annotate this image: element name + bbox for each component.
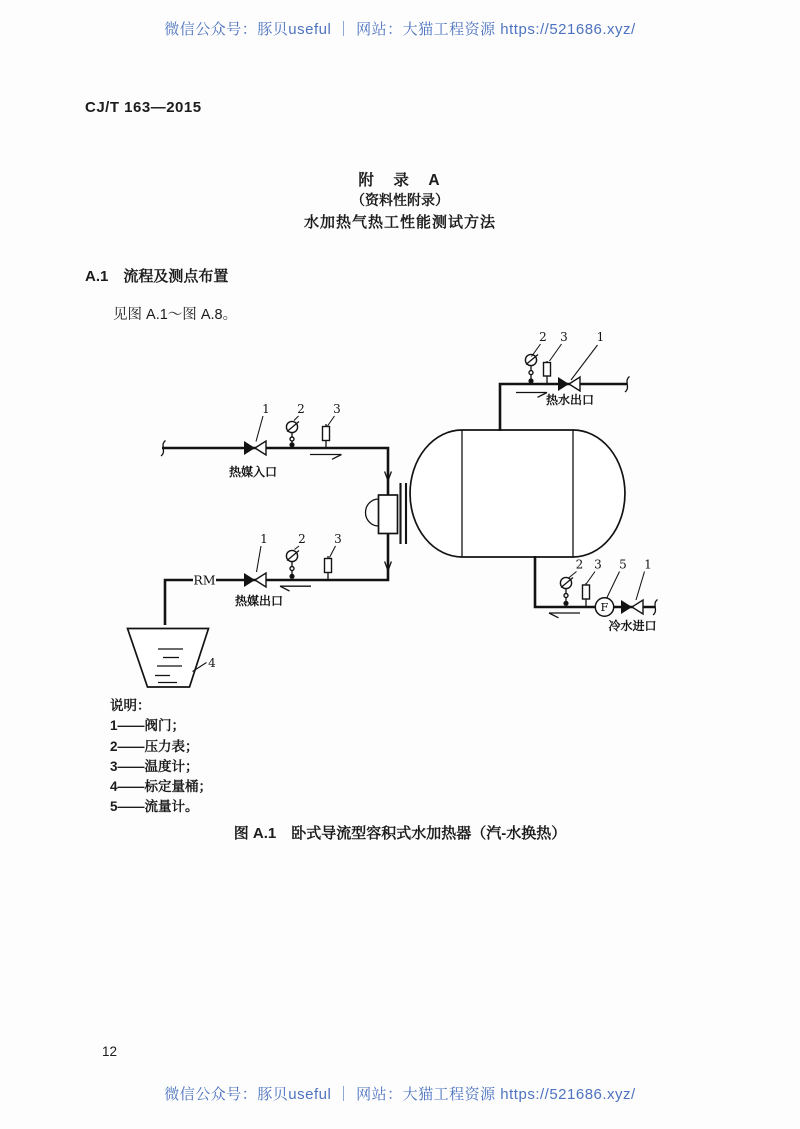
flow-arrow-right (310, 455, 342, 460)
leader-line (571, 345, 598, 380)
callout-number: 5 (619, 557, 627, 572)
callout-number: 3 (333, 402, 341, 416)
flow-arrow-left (280, 586, 311, 591)
leader-line (532, 344, 541, 357)
callout-number: 1 (644, 557, 652, 572)
pressure-gauge-icon (525, 354, 538, 383)
legend-item: 5——流量计。 (110, 799, 199, 815)
leader-line (587, 572, 596, 584)
tank-shell (410, 430, 625, 557)
leader-line (607, 572, 620, 599)
appendix-title: 附 录 A (358, 172, 442, 189)
valve-icon (558, 377, 580, 391)
flowmeter-f-label: F (600, 600, 609, 614)
callout-number: 1 (262, 402, 270, 416)
callout-number: 1 (260, 532, 268, 546)
callout-number: 2 (298, 532, 306, 546)
callout-number: 2 (297, 402, 305, 416)
bell-housing (366, 483, 407, 544)
hot-water-outlet-label: 热水出口 (545, 393, 595, 407)
standard-number: CJ/T 163—2015 (85, 99, 202, 116)
figure-caption: 图 A.1 卧式导流型容积式水加热器（汽-水换热） (233, 825, 567, 842)
bell-body (379, 495, 398, 534)
callout-number: 4 (208, 656, 216, 670)
bell-dome (366, 499, 379, 526)
pressure-gauge-icon (560, 577, 573, 606)
appendix-subtitle: （资料性附录） (351, 192, 449, 208)
leader-line (295, 546, 300, 550)
thermometer-icon (325, 556, 332, 580)
thermometer-icon (544, 361, 551, 384)
section-a1-body: 见图 A.1～图 A.8。 (113, 307, 238, 323)
hot-water-outlet-branch (516, 330, 604, 407)
appendix-heading: 水加热气热工性能测试方法 (303, 214, 496, 231)
leader-line (330, 546, 336, 558)
callout-number: 3 (560, 330, 568, 344)
pressure-gauge-icon (286, 421, 299, 447)
section-a1-title: A.1 流程及测点布置 (85, 268, 229, 285)
leader-line (294, 416, 299, 421)
page-number: 12 (102, 1044, 118, 1059)
leader-line (328, 416, 335, 426)
legend-item: 3——温度计； (110, 758, 199, 774)
cold-water-inlet-branch (549, 558, 657, 634)
thermometer-icon (323, 424, 330, 448)
heat-medium-inlet-label: 热媒入口 (228, 465, 278, 479)
leader-line (569, 572, 577, 579)
calibration-bucket (128, 629, 217, 688)
heat-medium-outlet-pipe-2 (165, 580, 193, 625)
valve-icon (244, 441, 266, 455)
tank (410, 430, 625, 557)
callout-number: 2 (539, 330, 547, 344)
heat-medium-outlet-branch (193, 532, 341, 608)
callout-number: 2 (575, 557, 584, 572)
flow-arrow-right (516, 393, 547, 398)
heat-medium-outlet-label: 热媒出口 (234, 594, 284, 608)
leader-line (550, 344, 562, 361)
figure-a1-diagram (95, 328, 675, 702)
thermometer-icon (583, 583, 590, 607)
callout-number: 3 (594, 557, 602, 572)
rm-label: RM (193, 572, 216, 588)
valve-icon (244, 573, 266, 587)
legend-title: 说明： (110, 698, 151, 713)
heat-medium-inlet-branch (229, 402, 342, 479)
leader-line (636, 572, 645, 601)
legend-item: 1——阀门； (110, 718, 186, 734)
pressure-gauge-icon (286, 550, 299, 579)
watermark-top: 微信公众号：豚贝useful ｜ 网站：大猫工程资源 https://521686.xyz/ (164, 21, 636, 38)
flow-arrow-left (549, 613, 580, 618)
flowmeter-icon (595, 598, 613, 616)
watermark-bottom: 微信公众号：豚贝useful ｜ 网站：大猫工程资源 https://521686.xyz/ (164, 1086, 636, 1103)
legend-item: 2——压力表； (110, 738, 199, 754)
hot-water-outlet-pipe (500, 384, 627, 431)
legend (110, 696, 212, 818)
callout-number: 1 (596, 330, 605, 344)
cold-water-inlet-label: 冷水进口 (608, 619, 657, 633)
leader-line (257, 546, 262, 572)
leader-line (256, 416, 263, 442)
legend-item: 4——标定量桶； (110, 779, 213, 795)
valve-icon (621, 600, 643, 614)
callout-number: 3 (334, 532, 342, 546)
